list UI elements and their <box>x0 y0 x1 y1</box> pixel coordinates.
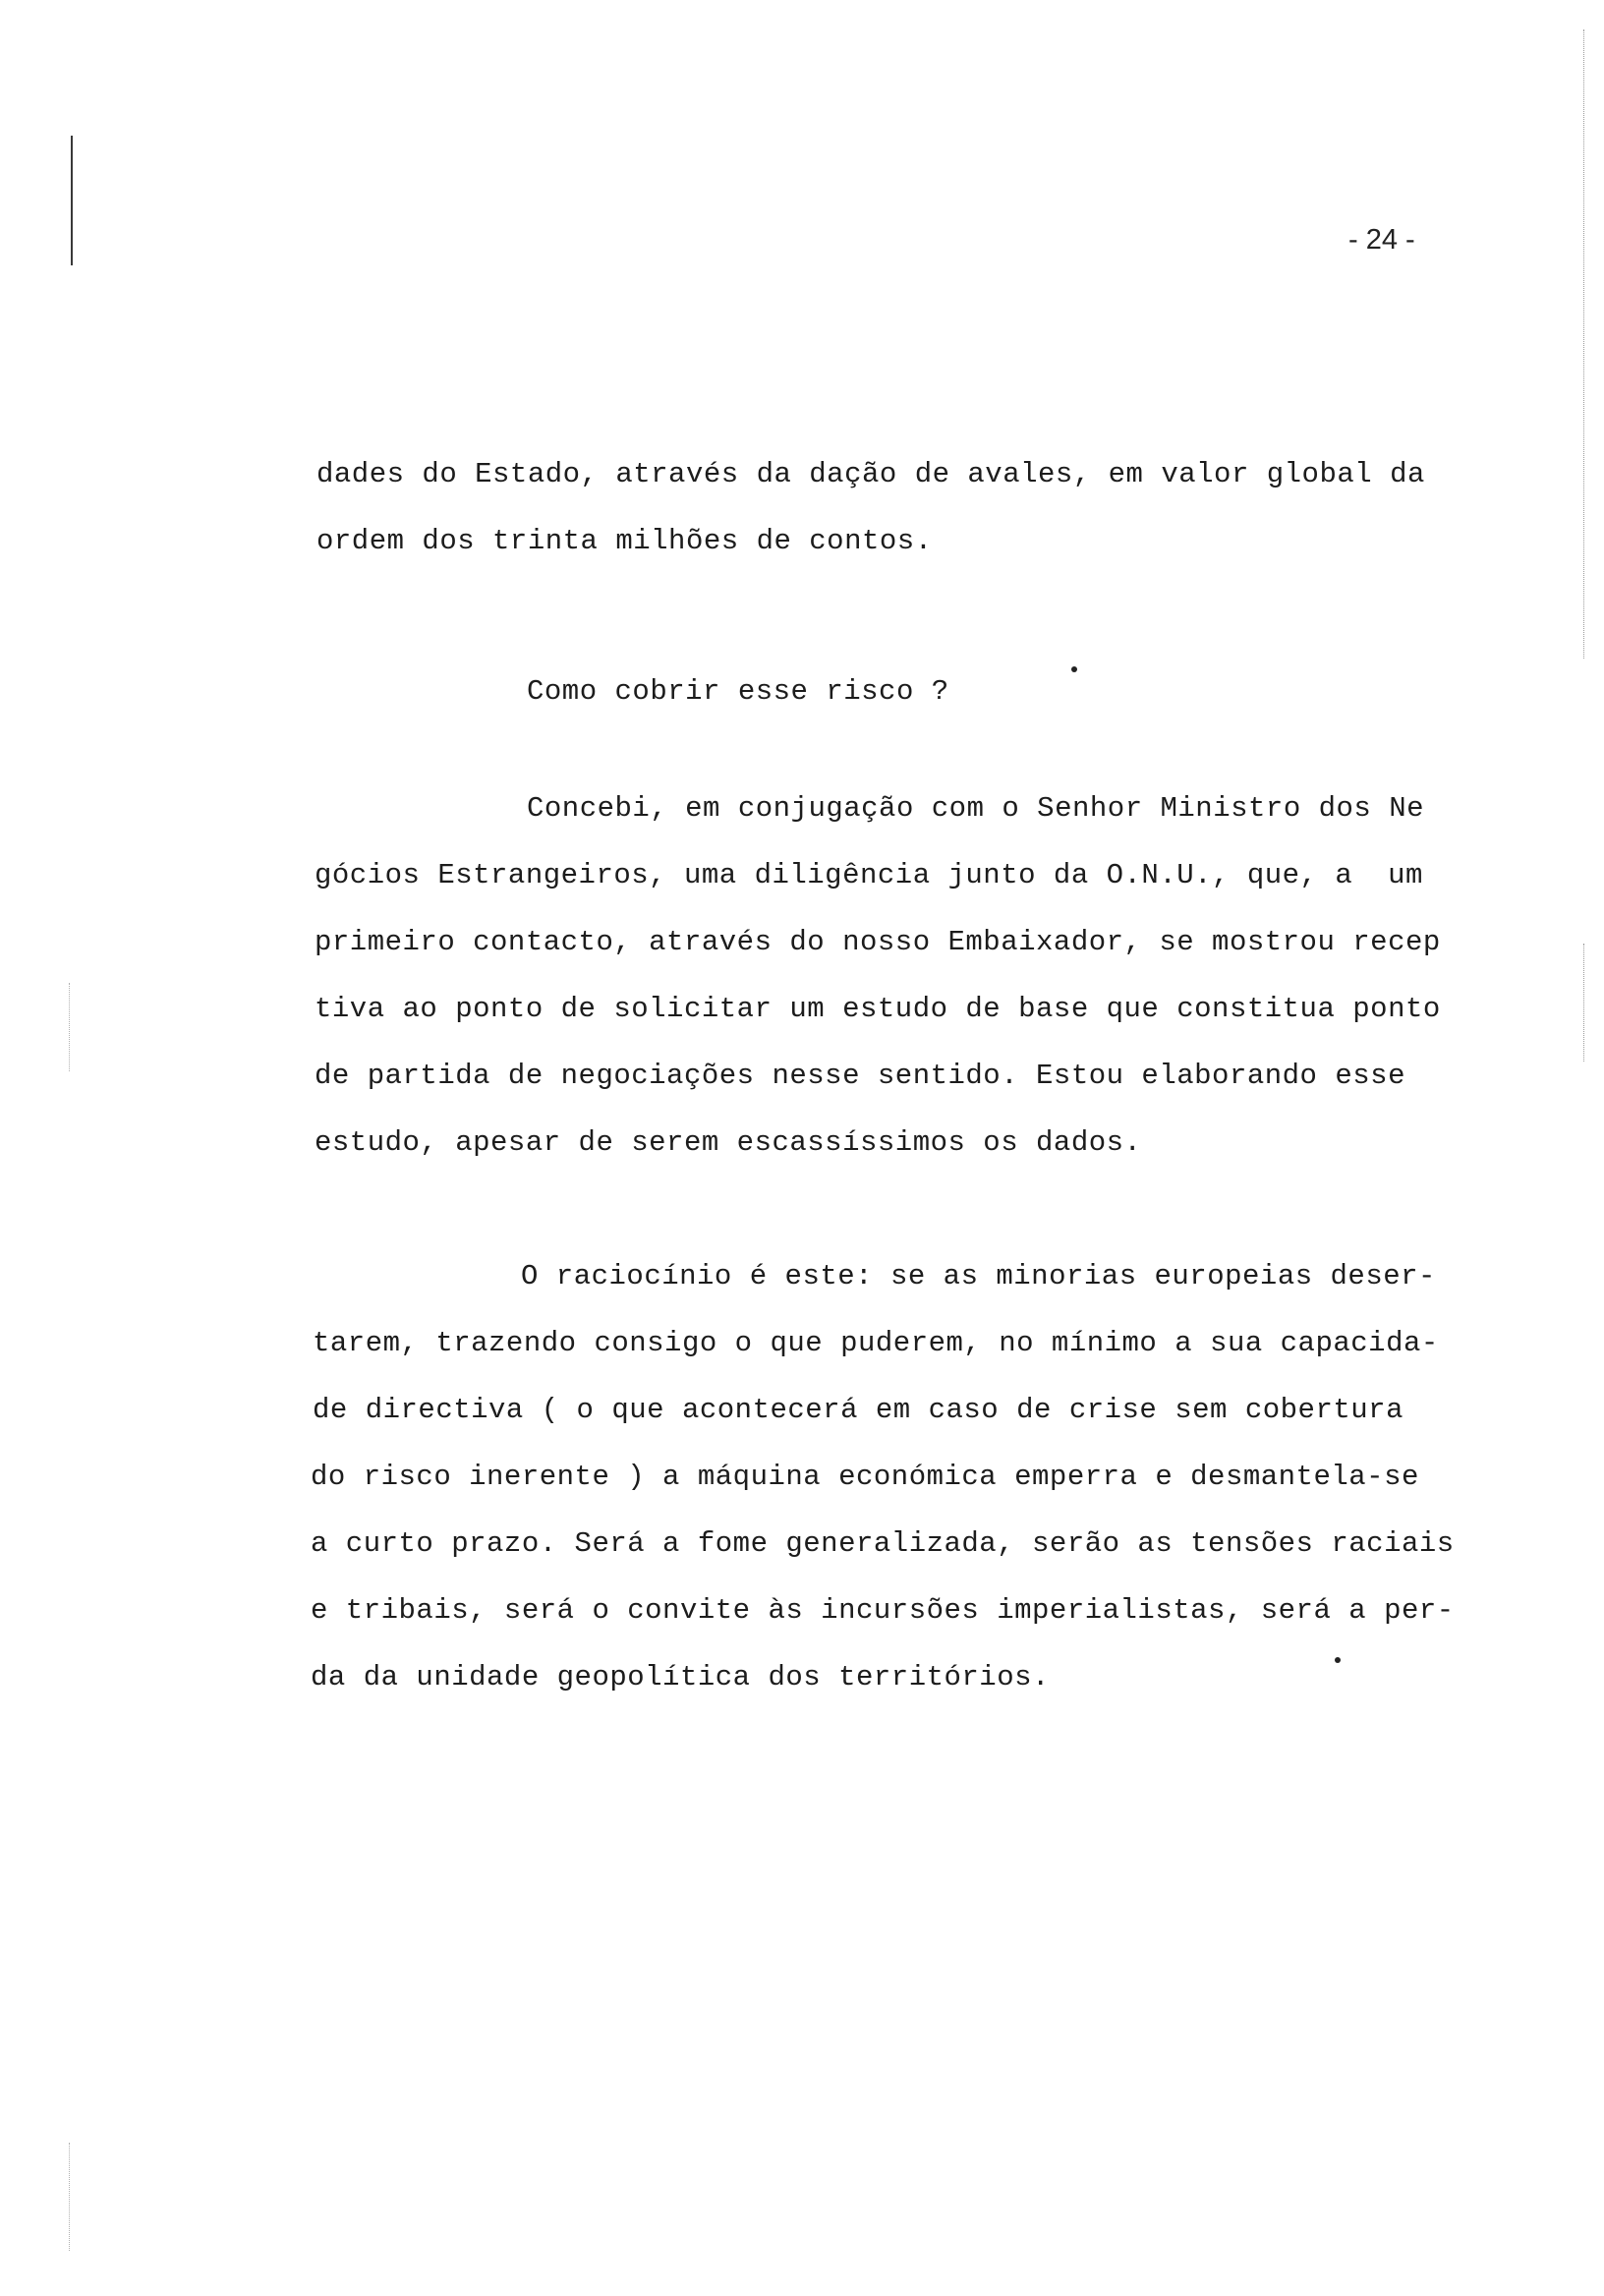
paragraph-line: a curto prazo. Será a fome generalizada, serão as tensões raciais <box>311 1527 1455 1560</box>
paragraph-line: de partida de negociações nesse sentido. Estou elaborando esse <box>315 1060 1405 1092</box>
paragraph-line: da da unidade geopolítica dos territórios. <box>311 1661 1050 1693</box>
ink-blot <box>1335 1657 1341 1663</box>
paragraph-line: dades do Estado, através da dação de avales, em valor global da <box>316 458 1425 490</box>
paragraph-line: O raciocínio é este: se as minorias europeias deser- <box>521 1260 1436 1292</box>
scan-specks <box>69 2143 71 2251</box>
paragraph-line: estudo, apesar de serem escassíssimos os dados. <box>315 1126 1142 1159</box>
paragraph-line: do risco inerente ) a máquina económica emperra e desmantela-se <box>311 1461 1419 1493</box>
page-number: - 24 - <box>1348 224 1415 256</box>
scan-edge-marks <box>1577 29 1584 659</box>
paragraph-line: gócios Estrangeiros, uma diligência junto da O.N.U., que, a um <box>315 859 1423 891</box>
margin-rule <box>71 136 73 265</box>
ink-blot <box>1071 666 1077 672</box>
paragraph-line: tarem, trazendo consigo o que puderem, no mínimo a sua capacida- <box>313 1327 1439 1359</box>
paragraph-line: primeiro contacto, através do nosso Embaixador, se mostrou recep <box>315 926 1441 958</box>
paragraph-line: tiva ao ponto de solicitar um estudo de base que constitua ponto <box>315 993 1441 1025</box>
paragraph-line: Concebi, em conjugação com o Senhor Ministro dos Ne <box>527 792 1425 825</box>
question-line: Como cobrir esse risco ? <box>527 675 949 708</box>
scan-edge-marks-lower <box>1577 944 1584 1062</box>
paragraph-line: de directiva ( o que acontecerá em caso de crise sem cobertura <box>313 1394 1404 1426</box>
paragraph-line: e tribais, será o convite às incursões imperialistas, será a per- <box>311 1594 1455 1627</box>
scan-specks <box>69 983 71 1071</box>
paragraph-line: ordem dos trinta milhões de contos. <box>316 525 933 557</box>
